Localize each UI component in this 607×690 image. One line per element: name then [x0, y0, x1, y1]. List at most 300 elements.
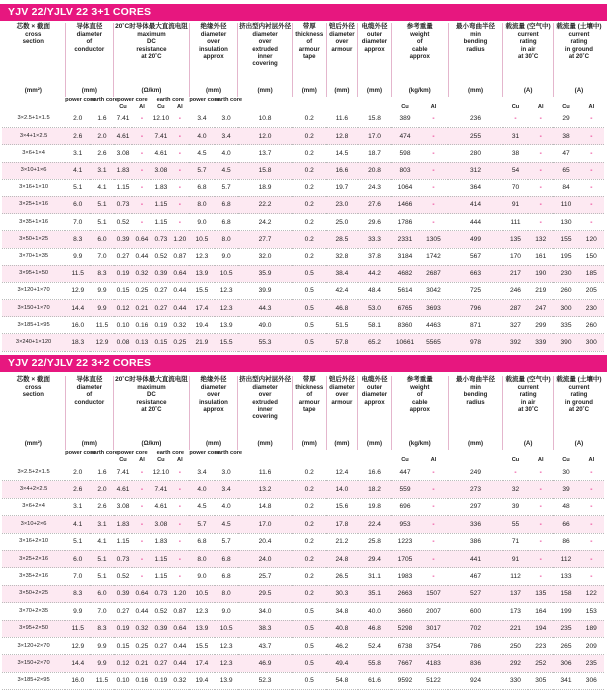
header-en: maximum: [137, 31, 166, 38]
header-en: of: [416, 391, 423, 399]
header-cell: [2, 23, 65, 87]
table-cell: 22.4: [358, 516, 392, 533]
table-cell: 9592: [391, 672, 418, 689]
sub-header-blank: [90, 104, 113, 111]
table-cell: 35.9: [238, 265, 293, 282]
table-cell: 0.32: [170, 672, 189, 689]
table-cell: 34.0: [238, 603, 293, 620]
sub-header-blank: [238, 457, 293, 464]
table-row: [2, 585, 604, 602]
table-cell: 7.0: [90, 603, 113, 620]
table-cell: 122: [579, 585, 604, 602]
table-cell: 5.1: [90, 550, 113, 567]
table-cell: 0.5: [292, 655, 326, 672]
table-cell: 120: [579, 231, 604, 248]
table-cell: 29.4: [358, 550, 392, 567]
sub-header: earth core: [214, 97, 243, 103]
table-cell: 4.61: [151, 498, 170, 515]
metal-label: Al: [430, 104, 437, 110]
table-cell: 1305: [419, 231, 448, 248]
table-cell: 3×10+2×6: [2, 516, 65, 533]
table-cell: -: [170, 111, 189, 128]
table-cell: 24.8: [326, 550, 358, 567]
table-cell: 3×70+2×35: [2, 603, 65, 620]
table-cell: 0.2: [292, 498, 326, 515]
table-cell: 0.19: [151, 672, 170, 689]
table-cell: 280: [448, 145, 503, 162]
table-cell: 3.0: [215, 464, 238, 481]
header-en: current: [568, 384, 590, 391]
header-en: diameter: [329, 31, 355, 38]
header-en: over: [258, 391, 272, 399]
header-en: diameter: [361, 38, 388, 46]
header-en: at 20˚C: [141, 405, 162, 413]
sub-header: earth core: [90, 450, 118, 456]
table-cell: 13.2: [238, 481, 293, 498]
table-cell: 7.41: [151, 128, 170, 145]
header-en: of: [306, 391, 313, 399]
header-cell: [326, 376, 358, 440]
table-cell: -: [419, 214, 448, 231]
table-cell: -: [170, 498, 189, 515]
header-cn: 最小弯曲半径: [456, 23, 495, 30]
table-cell: 0.73: [114, 196, 133, 213]
sub-header-blank: [215, 457, 238, 464]
table-cell: 0.64: [170, 265, 189, 282]
header-unit: (A): [503, 87, 554, 97]
table-cell: 300: [579, 334, 604, 351]
table-cell: 110: [553, 196, 578, 213]
header-cell: [292, 23, 326, 87]
table-cell: 7667: [391, 655, 418, 672]
table-cell: 5.7: [189, 162, 214, 179]
table-cell: 3×185+2×95: [2, 672, 65, 689]
header-en: in air: [520, 398, 536, 406]
table-cell: -: [170, 568, 189, 585]
table-cell: -: [170, 214, 189, 231]
table-cell: 287: [503, 300, 528, 317]
table-cell: 0.32: [170, 317, 189, 334]
table-cell: 3×95+1×50: [2, 265, 65, 282]
metal-label: Al: [139, 104, 145, 110]
table-cell: 19.4: [189, 672, 214, 689]
table-cell: 0.73: [114, 550, 133, 567]
table-cell: 9.9: [90, 655, 113, 672]
sub-header: earth core: [214, 450, 243, 456]
sub-header: power core: [65, 97, 96, 103]
table-cell: 3×35+1×16: [2, 214, 65, 231]
table-row: [2, 111, 604, 128]
header-en: bending: [463, 38, 488, 46]
table-cell: 209: [579, 637, 604, 654]
table-cell: 31: [503, 128, 528, 145]
table-cell: 3×70+1×35: [2, 248, 65, 265]
table-cell: 339: [528, 334, 553, 351]
table-cell: 0.27: [114, 248, 133, 265]
table-cell: 9.9: [90, 282, 113, 299]
table-cell: 3.4: [215, 481, 238, 498]
table-cell: 252: [528, 655, 553, 672]
table-cell: -: [579, 516, 604, 533]
header-en: inner: [257, 52, 273, 60]
table-cell: 4.0: [215, 498, 238, 515]
header-en: outer: [366, 31, 383, 38]
table-cell: 3.1: [65, 145, 90, 162]
table-cell: 217: [503, 265, 528, 282]
table-cell: 16.6: [326, 162, 358, 179]
table-cell: -: [579, 550, 604, 567]
table-cell: 0.52: [151, 603, 170, 620]
table2-title: YJV 22/YJLV 22 3+2 CORES: [8, 357, 152, 369]
sub-header-blank: [238, 97, 604, 104]
table-row: [2, 128, 604, 145]
table-cell: 8.0: [215, 585, 238, 602]
table-cell: 0.19: [114, 620, 133, 637]
header-cell: [326, 23, 358, 87]
header-unit: (mm): [358, 440, 392, 450]
table-cell: -: [419, 128, 448, 145]
table-cell: 0.2: [292, 196, 326, 213]
table-cell: 24.3: [358, 179, 392, 196]
header-cn: 带厚: [302, 376, 316, 383]
table-cell: 0.2: [292, 585, 326, 602]
table-cell: 10.5: [215, 620, 238, 637]
table-cell: 4.1: [65, 162, 90, 179]
table-cell: 6.0: [65, 196, 90, 213]
table-cell: 3×10+1×6: [2, 162, 65, 179]
header-cn: 铠后外径: [328, 376, 355, 383]
table-cell: -: [170, 162, 189, 179]
table1-section: [0, 23, 607, 352]
table-cell: 13.9: [189, 620, 214, 637]
table-cell: 112: [503, 568, 528, 585]
table-cell: -: [132, 162, 151, 179]
table-cell: 3×95+2×50: [2, 620, 65, 637]
header-unit: (mm): [292, 440, 326, 450]
table-cell: 8360: [391, 317, 418, 334]
table-cell: 3754: [419, 637, 448, 654]
header-unit: (mm): [448, 87, 503, 97]
table-cell: 255: [448, 128, 503, 145]
table-cell: 12.4: [326, 464, 358, 481]
table-cell: 4.61: [114, 128, 133, 145]
table-cell: -: [170, 533, 189, 550]
table-cell: 4.5: [215, 162, 238, 179]
table-cell: 312: [448, 162, 503, 179]
table-cell: 15.5: [189, 282, 214, 299]
table-cell: 39.9: [238, 282, 293, 299]
table2-section: [0, 376, 607, 690]
table-cell: 38: [553, 128, 578, 145]
table-cell: 6.0: [90, 585, 113, 602]
table-cell: 0.25: [132, 637, 151, 654]
table-cell: 4.5: [189, 498, 214, 515]
table-cell: 1.20: [170, 231, 189, 248]
table-cell: 161: [528, 248, 553, 265]
table-cell: 17.0: [358, 128, 392, 145]
table-cell: 0.2: [292, 481, 326, 498]
header-cn: 载流量 (土壤中): [556, 376, 602, 383]
table-cell: 5.7: [215, 179, 238, 196]
table-cell: 8.0: [189, 196, 214, 213]
table-cell: 8.0: [215, 231, 238, 248]
header-en: of: [416, 38, 423, 46]
table-cell: 9.9: [65, 603, 90, 620]
table-cell: 55: [503, 516, 528, 533]
table-cell: 12.3: [215, 637, 238, 654]
table-cell: 86: [553, 533, 578, 550]
sub-header-blank: [65, 457, 90, 464]
table-cell: 40.0: [358, 603, 392, 620]
table-cell: 130: [553, 214, 578, 231]
metal-label: Cu: [119, 457, 127, 463]
table-cell: 84: [553, 179, 578, 196]
table-cell: -: [132, 145, 151, 162]
table-cell: 0.32: [132, 265, 151, 282]
header-en: at 20˚C: [568, 52, 590, 60]
header-cn: 芯数 × 截面: [16, 23, 51, 30]
table-cell: 54: [503, 162, 528, 179]
sub-header: earth core: [156, 450, 185, 456]
table-cell: 5122: [419, 672, 448, 689]
header-en: of: [86, 391, 93, 399]
table-cell: 12.3: [215, 282, 238, 299]
table-cell: 0.13: [132, 334, 151, 351]
table-cell: 22.2: [238, 196, 293, 213]
table-cell: 2.6: [65, 481, 90, 498]
table-cell: 0.21: [132, 300, 151, 317]
table-cell: 0.39: [151, 620, 170, 637]
header-en: over: [335, 391, 349, 399]
table-cell: -: [170, 464, 189, 481]
table-cell: -: [419, 111, 448, 128]
table-cell: 3042: [419, 282, 448, 299]
table-cell: 0.16: [132, 317, 151, 334]
table-row: [2, 196, 604, 213]
header-en: rating: [570, 38, 588, 46]
sub-header-blank: [2, 104, 65, 111]
table-row: [2, 516, 604, 533]
header-unit: (mm): [448, 440, 503, 450]
table-cell: 0.52: [114, 214, 133, 231]
table-cell: 194: [528, 620, 553, 637]
header-en: cross: [25, 31, 42, 38]
header-unit: (A): [574, 87, 584, 94]
table-cell: 4.1: [90, 533, 113, 550]
header-unit: (mm²): [2, 87, 65, 97]
sub-header: power core: [117, 97, 148, 103]
table-cell: 6765: [391, 300, 418, 317]
table-cell: 7.0: [90, 248, 113, 265]
table-cell: 474: [391, 128, 418, 145]
table-cell: 20.8: [358, 162, 392, 179]
table-cell: 3×6+1×4: [2, 145, 65, 162]
table-cell: 3×16+1×10: [2, 179, 65, 196]
table-cell: 0.25: [170, 334, 189, 351]
table-cell: 7.0: [65, 214, 90, 231]
table-cell: 12.9: [90, 334, 113, 351]
table-cell: 0.52: [114, 568, 133, 585]
table1: [2, 23, 604, 352]
table-cell: 27.6: [358, 196, 392, 213]
table-cell: 3×120+1×70: [2, 282, 65, 299]
table-cell: 49.4: [326, 655, 358, 672]
table-cell: 21.2: [326, 533, 358, 550]
table-cell: 0.12: [114, 655, 133, 672]
table-cell: 1064: [391, 179, 418, 196]
table-cell: -: [579, 533, 604, 550]
table-cell: 111: [503, 214, 528, 231]
table-cell: 0.39: [114, 585, 133, 602]
table-cell: 38.3: [238, 620, 293, 637]
table-cell: 10.5: [189, 231, 214, 248]
header-unit: (mm): [358, 87, 392, 97]
table-cell: 0.73: [151, 231, 170, 248]
table-cell: 1.15: [151, 196, 170, 213]
table-cell: 164: [528, 603, 553, 620]
table-cell: 39: [553, 481, 578, 498]
table-cell: 3×4+1×2.5: [2, 128, 65, 145]
table-cell: 10.5: [215, 265, 238, 282]
table-cell: 112: [553, 550, 578, 567]
table-cell: 292: [503, 655, 528, 672]
table-cell: 6.0: [65, 550, 90, 567]
table-cell: 467: [448, 568, 503, 585]
table-cell: -: [528, 498, 553, 515]
table-cell: 9.0: [215, 603, 238, 620]
header-en: tape: [302, 405, 316, 413]
header-unit: (Ω/km): [114, 87, 190, 97]
table-cell: 26.5: [326, 568, 358, 585]
header-en: diameter: [76, 384, 103, 391]
table-cell: 260: [553, 282, 578, 299]
header-en: approx: [409, 405, 430, 413]
table-cell: 153: [579, 603, 604, 620]
table-cell: 65: [553, 162, 578, 179]
header-unit: (mm): [65, 440, 113, 450]
table-cell: 4682: [391, 265, 418, 282]
table-cell: 559: [391, 481, 418, 498]
table-cell: 389: [391, 111, 418, 128]
table-cell: 15.8: [358, 111, 392, 128]
header-unit: (mm): [238, 87, 293, 97]
table-cell: 52.3: [238, 672, 293, 689]
table-cell: 3×25+1×16: [2, 196, 65, 213]
header-cn: 芯数 × 截面: [16, 376, 51, 383]
table-cell: 17.8: [326, 516, 358, 533]
header-en: of: [86, 38, 93, 46]
table-cell: 91: [503, 196, 528, 213]
header-cell: [65, 376, 113, 440]
metal-label: Cu: [119, 104, 127, 110]
header-en: tape: [302, 52, 316, 60]
table-cell: -: [579, 214, 604, 231]
table-cell: 1.15: [114, 533, 133, 550]
table-cell: 2331: [391, 231, 418, 248]
table-cell: 5.7: [215, 533, 238, 550]
table-cell: 33.3: [358, 231, 392, 248]
table-cell: 0.21: [132, 655, 151, 672]
table-cell: 3.1: [90, 162, 113, 179]
table-cell: 663: [448, 265, 503, 282]
table-cell: 4.61: [114, 481, 133, 498]
table-cell: -: [528, 145, 553, 162]
table-cell: 6.8: [189, 179, 214, 196]
table-cell: 0.2: [292, 214, 326, 231]
table-cell: 12.3: [215, 300, 238, 317]
table-cell: -: [579, 111, 604, 128]
header-unit: (mm): [65, 87, 113, 97]
header-en: rating: [519, 38, 537, 46]
table-cell: -: [132, 481, 151, 498]
header-en: covering: [252, 60, 278, 68]
table-cell: 0.19: [114, 265, 133, 282]
header-cell: [238, 23, 293, 87]
header-en: approx: [203, 52, 224, 60]
header-en: resistance: [136, 398, 167, 406]
header-cell: [114, 23, 190, 87]
header-en: armour: [298, 45, 320, 53]
table-row: [2, 568, 604, 585]
header-cn: 铠后外径: [328, 23, 355, 30]
table-cell: 0.5: [292, 334, 326, 351]
header-en: weight: [410, 31, 430, 38]
table2-title-band: [0, 355, 607, 372]
table-cell: -: [528, 464, 553, 481]
header-cn: 参考重量: [406, 376, 433, 383]
table-cell: 3×4+2×2.5: [2, 481, 65, 498]
table-cell: 250: [503, 637, 528, 654]
table-cell: 300: [553, 300, 578, 317]
table-cell: 31.1: [358, 568, 392, 585]
table-cell: 1.83: [151, 179, 170, 196]
table-cell: 0.44: [170, 282, 189, 299]
metal-label: Cu: [157, 104, 165, 110]
table-cell: 1742: [419, 248, 448, 265]
sub-header-blank: [448, 457, 503, 464]
header-unit: (mm): [189, 87, 237, 97]
table-cell: 10661: [391, 334, 418, 351]
table-cell: 2.0: [90, 128, 113, 145]
sub-header-blank: [326, 104, 358, 111]
table-cell: 0.44: [170, 655, 189, 672]
header-en: radius: [466, 45, 485, 53]
header-en: at 30˚C: [517, 52, 539, 60]
metal-label: Al: [139, 457, 145, 463]
table-cell: 12.9: [65, 282, 90, 299]
table-cell: 19.4: [189, 317, 214, 334]
table-cell: 35.1: [358, 585, 392, 602]
header-en: approx: [203, 405, 224, 413]
table-cell: 9.0: [215, 248, 238, 265]
table-cell: 0.27: [151, 637, 170, 654]
table-cell: 7.41: [151, 481, 170, 498]
table-cell: 219: [528, 282, 553, 299]
table-cell: 12.0: [238, 128, 293, 145]
header-en: diameter: [76, 31, 103, 38]
table-cell: -: [419, 498, 448, 515]
table-cell: 327: [503, 317, 528, 334]
table-cell: 30.3: [326, 585, 358, 602]
table-cell: 58.1: [358, 317, 392, 334]
header-cn: 导体直径: [76, 23, 103, 30]
table-cell: 38: [503, 145, 528, 162]
table-cell: 57.8: [326, 334, 358, 351]
table-cell: 47: [553, 145, 578, 162]
table-cell: 4183: [419, 655, 448, 672]
table-cell: -: [419, 550, 448, 567]
header-cn: 绝缘外径: [200, 376, 227, 383]
